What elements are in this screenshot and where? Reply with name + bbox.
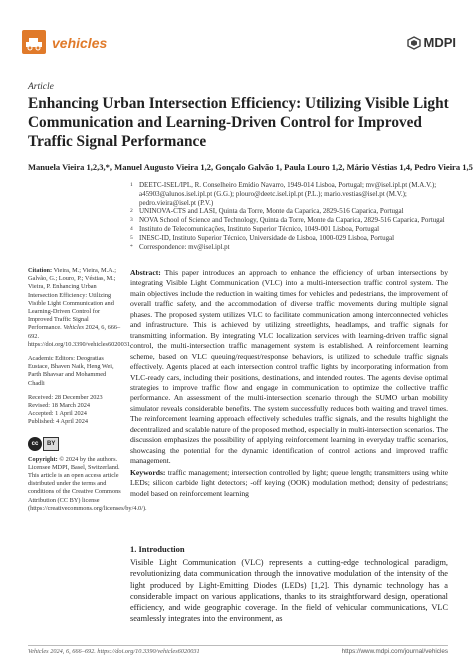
- article-type: Article: [28, 82, 54, 92]
- affiliation-number: 5: [130, 234, 133, 241]
- affiliation-item: [130, 216, 460, 225]
- affiliation-text: UNINOVA-CTS and LASI, Quinta da Torre, Monte da Caparica, 2829-516 Caparica, Portugal: [139, 207, 404, 216]
- affiliation-number: 3: [130, 217, 133, 224]
- publisher-logo[interactable]: [407, 35, 457, 50]
- article-title: Enhancing Urban Intersection Efficiency: Utilizing Visible Light Communication and Learning-Driven Control for Improved Traffic Signal Performance: [28, 95, 449, 150]
- introduction-text: Visible Light Communication (VLC) represents a cutting-edge technological paradigm, revolutionizing data communication through the innovative modulation of the intensity of the light produced by Light-Emitting Diodes (LEDs) [1,2]. This dynamic technology has a considerable impact on various applications, thanks to its straightforward design, operational efficiency, and wide geographic coverage. In the field of vehicular communications, VLC seamlessly integrates into the environment, as: [130, 558, 448, 624]
- affiliation-number: 2: [130, 208, 133, 215]
- date-line: Received: 28 December 2023: [28, 393, 103, 401]
- footer-journal-link[interactable]: https://www.mdpi.com/journal/vehicles: [341, 648, 448, 655]
- date-line: Revised: 18 March 2024: [28, 402, 91, 410]
- affiliation-item: [130, 243, 460, 252]
- affiliation-text: Correspondence: mv@isel.ipl.pt: [139, 242, 230, 251]
- cc-by-icon: BY: [43, 437, 59, 451]
- citation-text: Vieira, M.; Vieira, M.A.; Galvão, G.; Louro, P.; Véstias, M.; Vieira, P. Enhancing Urban Intersection Efficiency: Utilizing Visible Light Communication and Learning-Driven Control for Improved Traffic Signal Performance.: [28, 267, 117, 332]
- footer-citation[interactable]: Vehicles 2024, 6, 666–692. https://doi.org/10.3390/vehicles6020031: [28, 648, 200, 655]
- publisher-name: MDPI: [423, 35, 456, 50]
- affiliation-list: [130, 181, 460, 251]
- citation-block: [28, 267, 131, 349]
- abstract-label: Abstract:: [130, 268, 161, 277]
- affiliation-text: INESC-ID, Instituto Superior Técnico, Universidade de Lisboa, 1000-029 Lisboa, Portugal: [139, 233, 395, 242]
- footer-divider: [28, 645, 448, 646]
- journal-name[interactable]: vehicles: [52, 35, 108, 51]
- keywords-text: traffic management; intersection controlled by light; queue length; transmitters using white LEDs; silicon carbide light detectors; -off keying (OOK) modulation method; density of pedestrians; model based on reinforcement learning: [130, 468, 448, 498]
- cc-icon: cc: [28, 437, 42, 451]
- citation-journal: Vehicles: [63, 324, 84, 332]
- copyright-label: Copyright:: [28, 455, 58, 463]
- affiliation-number: 1: [130, 182, 133, 188]
- copyright-text: © 2024 by the authors. Licensee MDPI, Basel, Switzerland. This article is an open access article distributed under the terms and conditions of the Creative Commons Attribution (CC BY) license (https://creativecommons.org/licenses/by/4.0/).: [28, 455, 147, 512]
- keywords-label: Keywords:: [130, 468, 166, 477]
- date-line: Accepted: 1 April 2024: [28, 410, 87, 418]
- affiliation-number: *: [130, 243, 133, 250]
- affiliation-item: [130, 234, 460, 243]
- affiliation-item: [130, 181, 460, 207]
- copyright-block: [28, 455, 147, 513]
- date-line: Published: 4 April 2024: [28, 418, 88, 426]
- affiliation-text: NOVA School of Science and Technology, Quinta da Torre, Monte da Caparica, 2829-516 Caparica, Portugal: [139, 216, 445, 225]
- section-heading-introduction: 1. Introduction: [130, 544, 185, 554]
- affiliation-text: DEETC-ISEL/IPL, R. Conselheiro Emídio Navarro, 1949-014 Lisboa, Portugal; mv@isel.ipl.pt (M.A.V.); a45903@alunos.isel.ipl.pt (G.G.); plouro@deetc.isel.ipl.pt (P.L.); mario.vestias@isel.pt (M.V.); pedro.vieira@isel.pt (P.V.): [139, 181, 437, 207]
- affiliation-number: 4: [130, 225, 133, 232]
- affiliation-item: [130, 207, 460, 216]
- academic-editors: Academic Editors: Deogratias Eustace, Bhaven Naik, Heng Wei, Parth Bhavsar and Mohammed Chadli: [28, 355, 114, 387]
- cc-license-badge[interactable]: [28, 437, 59, 451]
- abstract-text: This paper introduces an approach to enhance the efficiency of urban intersections by integrating Visible Light Communication (VLC) into a multi-intersection traffic control system. The main objectives include the reduction in waiting times for vehicles and pedestrians, the improvement of overall traffic safety, and the accommodation of diverse traffic movements during multiple signal phases. The proposed system utilizes VLC to facilitate communication among interconnected vehicles and infrastructure. This is achieved by utilizing streetlights, headlamps, and traffic signals for transmitting information. By integrating VLC localization services with learning-driven traffic signal control, the multi-intersection traffic management system is established. A reinforcement learning scheme, based on VLC queuing/request/response behaviors, is utilized to schedule traffic signals effectively. Agents placed at each intersection control traffic lights by incorporating information from VLC-ready cars, including their positions, destinations, and intended routes. The agents devise optimal strategies to improve traffic flow and engage in communication to optimize the collective traffic performance. An assessment of the multi-intersection scenario through the SUMO urban mobility simulator reveals considerable benefits. The system successfully reduces both waiting and travel times. The reinforcement learning approach effectively schedules traffic signals, and the results highlight the decentralized and scalable nature of the proposed method, especially in multi-intersection scenarios. The discussion emphasizes the possibility of applying reinforcement learning in everyday traffic scenarios, showcasing the potential for the dynamic identification of control actions and improved traffic management.: [130, 268, 448, 466]
- dates-block: [28, 394, 124, 427]
- mdpi-icon: [407, 36, 421, 50]
- affiliation-item: [130, 225, 460, 234]
- keywords: [130, 468, 448, 499]
- author-list: Manuela Vieira 1,2,3,*, Manuel Augusto Vieira 1,2, Gonçalo Galvão 1, Paula Louro 1,2, Mário Véstias 1,4, Pedro Vieira 1,5: [28, 162, 473, 172]
- citation-label: Citation:: [28, 267, 53, 274]
- citation-doi[interactable]: 2024, 6, 666–692. https://doi.org/10.3390/vehicles6020031: [28, 324, 131, 348]
- affiliation-text: Instituto de Telecomunicações, Instituto Superior Técnico, 1049-001 Lisboa, Portugal: [139, 224, 380, 233]
- journal-logo-icon: [22, 30, 46, 54]
- abstract: [130, 268, 448, 467]
